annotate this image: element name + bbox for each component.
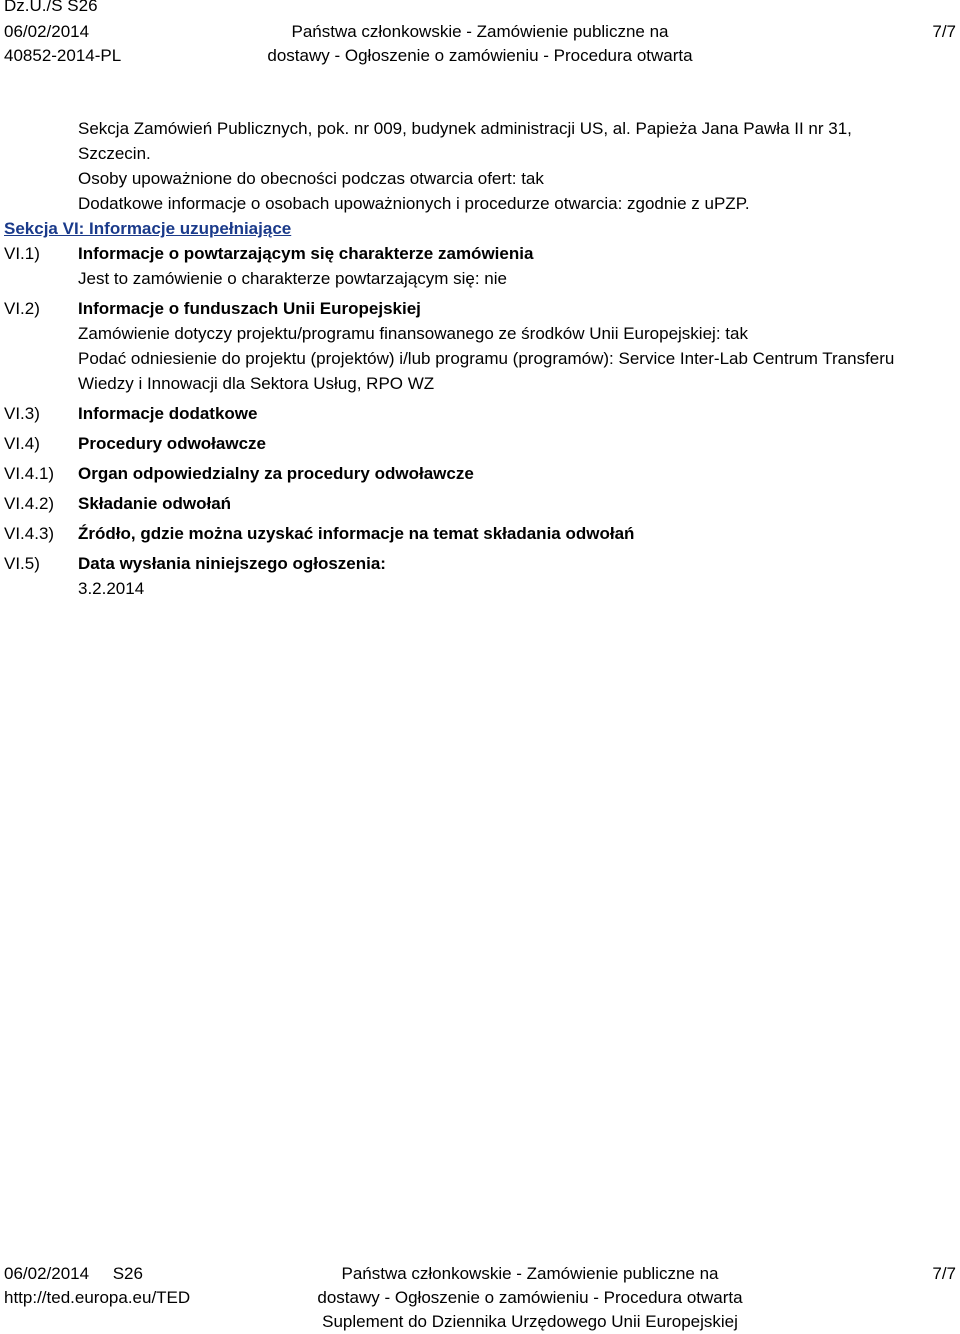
item-heading: Informacje o powtarzającym się charakterze zamówienia [78, 244, 534, 263]
header-page-number: 7/7 [932, 22, 956, 41]
journal-ref: Dz.U./S S26 [4, 0, 98, 15]
section-item [0, 241, 960, 291]
item-heading: Procedury odwoławcze [78, 434, 266, 453]
intro-line: Dodatkowe informacje o osobach upoważnionych i procedurze otwarcia: zgodnie z uPZP. [78, 194, 750, 213]
footer-title-line2: dostawy - Ogłoszenie o zamówieniu - Procedura otwarta [317, 1288, 743, 1307]
footer-date: 06/02/2014 [4, 1264, 90, 1283]
item-heading: Informacje dodatkowe [78, 404, 258, 423]
item-body [78, 296, 960, 396]
item-body [78, 551, 960, 601]
item-body [78, 401, 960, 426]
header-title [0, 20, 960, 68]
item-body [78, 491, 960, 516]
item-heading: Data wysłania niniejszego ogłoszenia: [78, 554, 386, 573]
footer-title-line1: Państwa członkowskie - Zamówienie publiczne na [341, 1264, 719, 1283]
footer-title-line3: Suplement do Dziennika Urzędowego Unii Europejskiej [322, 1312, 738, 1331]
section-item [0, 431, 960, 456]
item-number: VI.3) [4, 404, 40, 423]
item-number: VI.5) [4, 554, 40, 573]
intro-line: Osoby upoważnione do obecności podczas otwarcia ofert: tak [78, 169, 544, 188]
item-text-line: Zamówienie dotyczy projektu/programu finansowanego ze środków Unii Europejskiej: tak [78, 324, 748, 343]
header-date: 06/02/2014 [4, 22, 90, 41]
footer-page-number: 7/7 [932, 1264, 956, 1283]
item-body [78, 521, 960, 546]
footer-series: S26 [112, 1264, 143, 1283]
section-item [0, 521, 960, 546]
footer-title [0, 1262, 960, 1334]
item-heading: Informacje o funduszach Unii Europejskiej [78, 299, 421, 318]
item-text-line: 3.2.2014 [78, 579, 145, 598]
footer-url[interactable]: http://ted.europa.eu/TED [4, 1288, 191, 1307]
item-heading: Organ odpowiedzialny za procedury odwoławcze [78, 464, 474, 483]
item-body [78, 431, 960, 456]
item-number: VI.4) [4, 434, 40, 453]
section-item [0, 491, 960, 516]
intro-line: Sekcja Zamówień Publicznych, pok. nr 009, budynek administracji US, al. Papieża Jana Pawła II nr 31, [78, 119, 852, 138]
item-number: VI.4.3) [4, 524, 55, 543]
item-heading: Składanie odwołań [78, 494, 232, 513]
section-item [0, 551, 960, 601]
page-footer [0, 1262, 960, 1334]
item-text-line: Jest to zamówienie o charakterze powtarzającym się: nie [78, 269, 507, 288]
item-text-line: Wiedzy i Innowacji dla Sektora Usług, RPO WZ [78, 374, 435, 393]
section-item [0, 296, 960, 396]
item-heading: Źródło, gdzie można uzyskać informacje na temat składania odwołań [78, 524, 635, 543]
notice-id: 40852-2014-PL [4, 46, 122, 65]
item-number: VI.1) [4, 244, 40, 263]
header-title-line2: dostawy - Ogłoszenie o zamówieniu - Procedura otwarta [267, 46, 693, 65]
section-item [0, 401, 960, 426]
section-items [0, 241, 960, 601]
document-body [0, 116, 960, 601]
item-body [78, 241, 960, 291]
section-item [0, 461, 960, 486]
intro-line: Szczecin. [78, 144, 151, 163]
header-title-line1: Państwa członkowskie - Zamówienie publiczne na [291, 22, 669, 41]
page-header [0, 0, 960, 70]
item-number: VI.2) [4, 299, 40, 318]
item-number: VI.4.2) [4, 494, 55, 513]
item-number: VI.4.1) [4, 464, 55, 483]
item-body [78, 461, 960, 486]
section-title: Sekcja VI: Informacje uzupełniające [4, 219, 292, 238]
item-text-line: Podać odniesienie do projektu (projektów) i/lub programu (programów): Service Inter-Lab Centrum Transferu [78, 349, 895, 368]
